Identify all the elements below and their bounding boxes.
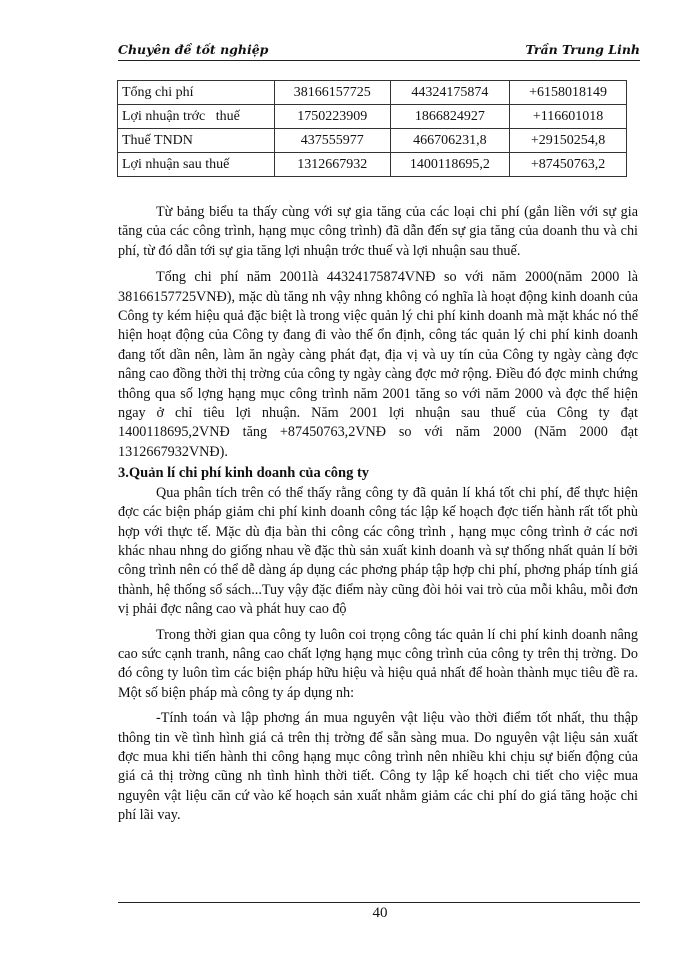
body-text [118, 203, 638, 826]
page-header [118, 40, 640, 60]
table-cell: 38166157725 [275, 81, 391, 105]
header-author: Trần Trung Linh [525, 42, 640, 57]
table-cell: Thuế TNDN [118, 129, 275, 153]
table-cell: 1750223909 [275, 105, 391, 129]
table-cell: 437555977 [275, 129, 391, 153]
section-heading: 3.Quản lí chi phí kinh doanh của công ty [118, 465, 370, 482]
table-cell: +29150254,8 [510, 129, 627, 153]
page-number: 40 [372, 905, 388, 921]
paragraph-summary: Từ bảng biểu ta thấy cùng với sự gia tăng của các loại chi phí (gắn liền với sự gia tăng của các công trình, hạng mục công trình) đã dẫn đến sự gia tăng của doanh thu và chi phí, từ đó dẫn tới sự gia tăng lợi nhuận trớc thuế và lợi nhuận sau thuế. [118, 204, 638, 259]
table-row [118, 81, 627, 105]
table-cell: Lợi nhuận sau thuế [118, 153, 275, 177]
header-rule [118, 60, 640, 61]
paragraph-total-cost: Tổng chi phí năm 2001là 44324175874VNĐ so với năm 2000(năm 2000 là 38166157725VNĐ), mặc dù tăng nh vậy nhng không có nghĩa là hoạt động kinh doanh của Công ty kém hiệu quả đặc biệt là trong việc quản lý chi phí kinh doanh mà mặt khác nó thể hiện hoạt động của Công ty đang đi vào thế ổn định, công tác quản lý chi phí kinh doanh đang tốt dần nên, làm ăn ngày càng phát đạt, địa vị và uy tín của Công ty ngày càng đợc nâng cao đồng thời thị trờng của công ty ngày càng đợc mở rộng. Điều đó đợc minh chứng thông qua số lợng hạng mục công trình năm 2001 tăng so với năm 2000 và đợc thể hiện ngay ở chỉ tiêu lợi nhuận. Năm 2001 lợi nhuận sau thuế của Công ty đạt 1400118695,2VNĐ tăng +87450763,2VNĐ so với năm 2000 (Năm 2000 đạt 1312667932VNĐ). [118, 269, 638, 460]
paragraph-analysis: Qua phân tích trên có thể thấy rằng công ty đã quản lí khá tốt chi phí, để thực hiện đợc các biện pháp giảm chi phí kinh doanh công tác lập kế hoạch đợc tiến hành rất tốt phù hợp với thực tế. Mặc dù địa bàn thi công các công trình , hạng mục công trình ở các nơi khác nhau nhng do giống nhau về đặc thù sản xuất kinh doanh và sự thống nhất quản lí bởi công trình nên có thể dễ dàng áp dụng các phơng pháp tập hợp chi phí, phơng pháp tính giá thành, hệ thống sổ sách...Tuy vậy đặc điểm này cũng đòi hỏi vai trò của mỗi khâu, mỗi đơn vị phải đợc nâng cao và phát huy cao độ [118, 484, 638, 618]
paragraph-measures: Trong thời gian qua công ty luôn coi trọng công tác quản lí chi phí kinh doanh nâng cao sức cạnh tranh, nâng cao chất lợng hạng mục công trình của công ty trên thị trờng. Do đó công ty luôn tìm các biện pháp hữu hiệu và hiệu quả nhất để hoàn thành mục tiêu đề ra. Một số biện pháp mà công ty áp dụng nh: [118, 626, 638, 701]
table-cell: 1312667932 [275, 153, 391, 177]
table-row [118, 129, 627, 153]
paragraph-material-plan: -Tính toán và lập phơng án mua nguyên vật liệu vào thời điểm tốt nhất, thu thập thông tin về tình hình giá cả trên thị trờng để sẵn sàng mua. Do nguyên vật liệu sản xuất đợc mua khi tiến hành thi công hạng mục công trình nên nhiều khi chịu sự biến động của giá cả thị trờng cũng nh tình hình thời tiết. Công ty lập kế hoạch chi tiết cho việc mua nguyên vật liệu căn cứ vào kế hoạch sản xuất nhằm giảm các chi phí do giá tăng hoặc chi phí lãi vay. [118, 710, 638, 824]
table-cell: 466706231,8 [390, 129, 510, 153]
table-row [118, 153, 627, 177]
table-cell: +6158018149 [510, 81, 627, 105]
table-cell: 1400118695,2 [390, 153, 510, 177]
table-cell: +87450763,2 [510, 153, 627, 177]
table-cell: 1866824927 [390, 105, 510, 129]
footer-rule [118, 902, 640, 903]
table-cell: 44324175874 [390, 81, 510, 105]
header-left-title: Chuyên đề tốt nghiệp [118, 42, 269, 57]
table-cell: +116601018 [510, 105, 627, 129]
table-row [118, 105, 627, 129]
table-cell: Tổng chi phí [118, 81, 275, 105]
cost-profit-table [117, 80, 627, 177]
table-cell: Lợi nhuận trớc thuế [118, 105, 275, 129]
